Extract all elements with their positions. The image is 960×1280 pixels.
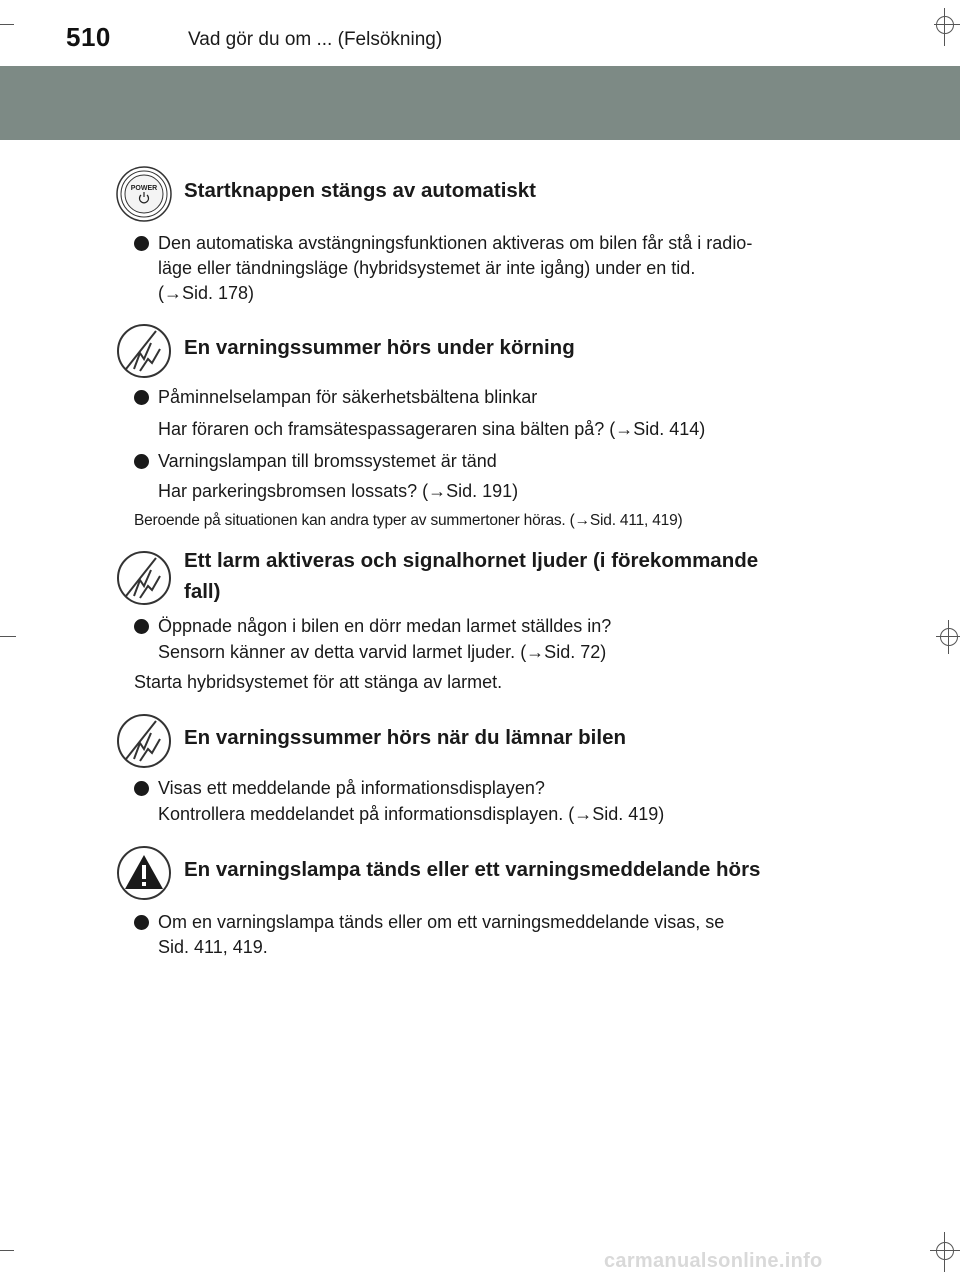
warning-sound-icon — [116, 713, 172, 769]
section-title: En varningslampa tänds eller ett varningsmeddelande hörs — [184, 858, 761, 881]
section-title: En varningssummer hörs när du lämnar bilen — [184, 726, 627, 749]
section-title-cont: fall) — [184, 580, 221, 603]
header-band — [0, 66, 960, 140]
bullet-icon — [134, 390, 149, 405]
warning-sound-icon — [116, 323, 172, 379]
bullet-icon — [134, 236, 149, 251]
note-text: Beroende på situationen kan andra typer av summertoner höras. (→Sid. 411, 419) — [134, 512, 683, 529]
svg-text:POWER: POWER — [130, 185, 158, 192]
section-title: Ett larm aktiveras och signalhornet ljuder (i förekommande — [184, 549, 759, 572]
bullet-icon — [134, 454, 149, 469]
warning-sound-icon — [116, 550, 172, 606]
page-number: 510 — [66, 22, 111, 52]
section-title: En varningssummer hörs under körning — [184, 336, 575, 359]
warning-exclamation-icon — [116, 845, 172, 901]
power-button-icon — [116, 166, 172, 222]
bullet-icon — [134, 915, 149, 930]
bullet-icon — [134, 619, 149, 634]
section-title: Startknappen stängs av automatiskt — [184, 179, 537, 202]
watermark-logo: carmanualsonline.info — [604, 1250, 823, 1272]
body-text: Starta hybridsystemet för att stänga av larmet. — [134, 672, 503, 692]
page-title: Vad gör du om ... (Felsökning) — [188, 29, 443, 50]
bullet-icon — [134, 781, 149, 796]
